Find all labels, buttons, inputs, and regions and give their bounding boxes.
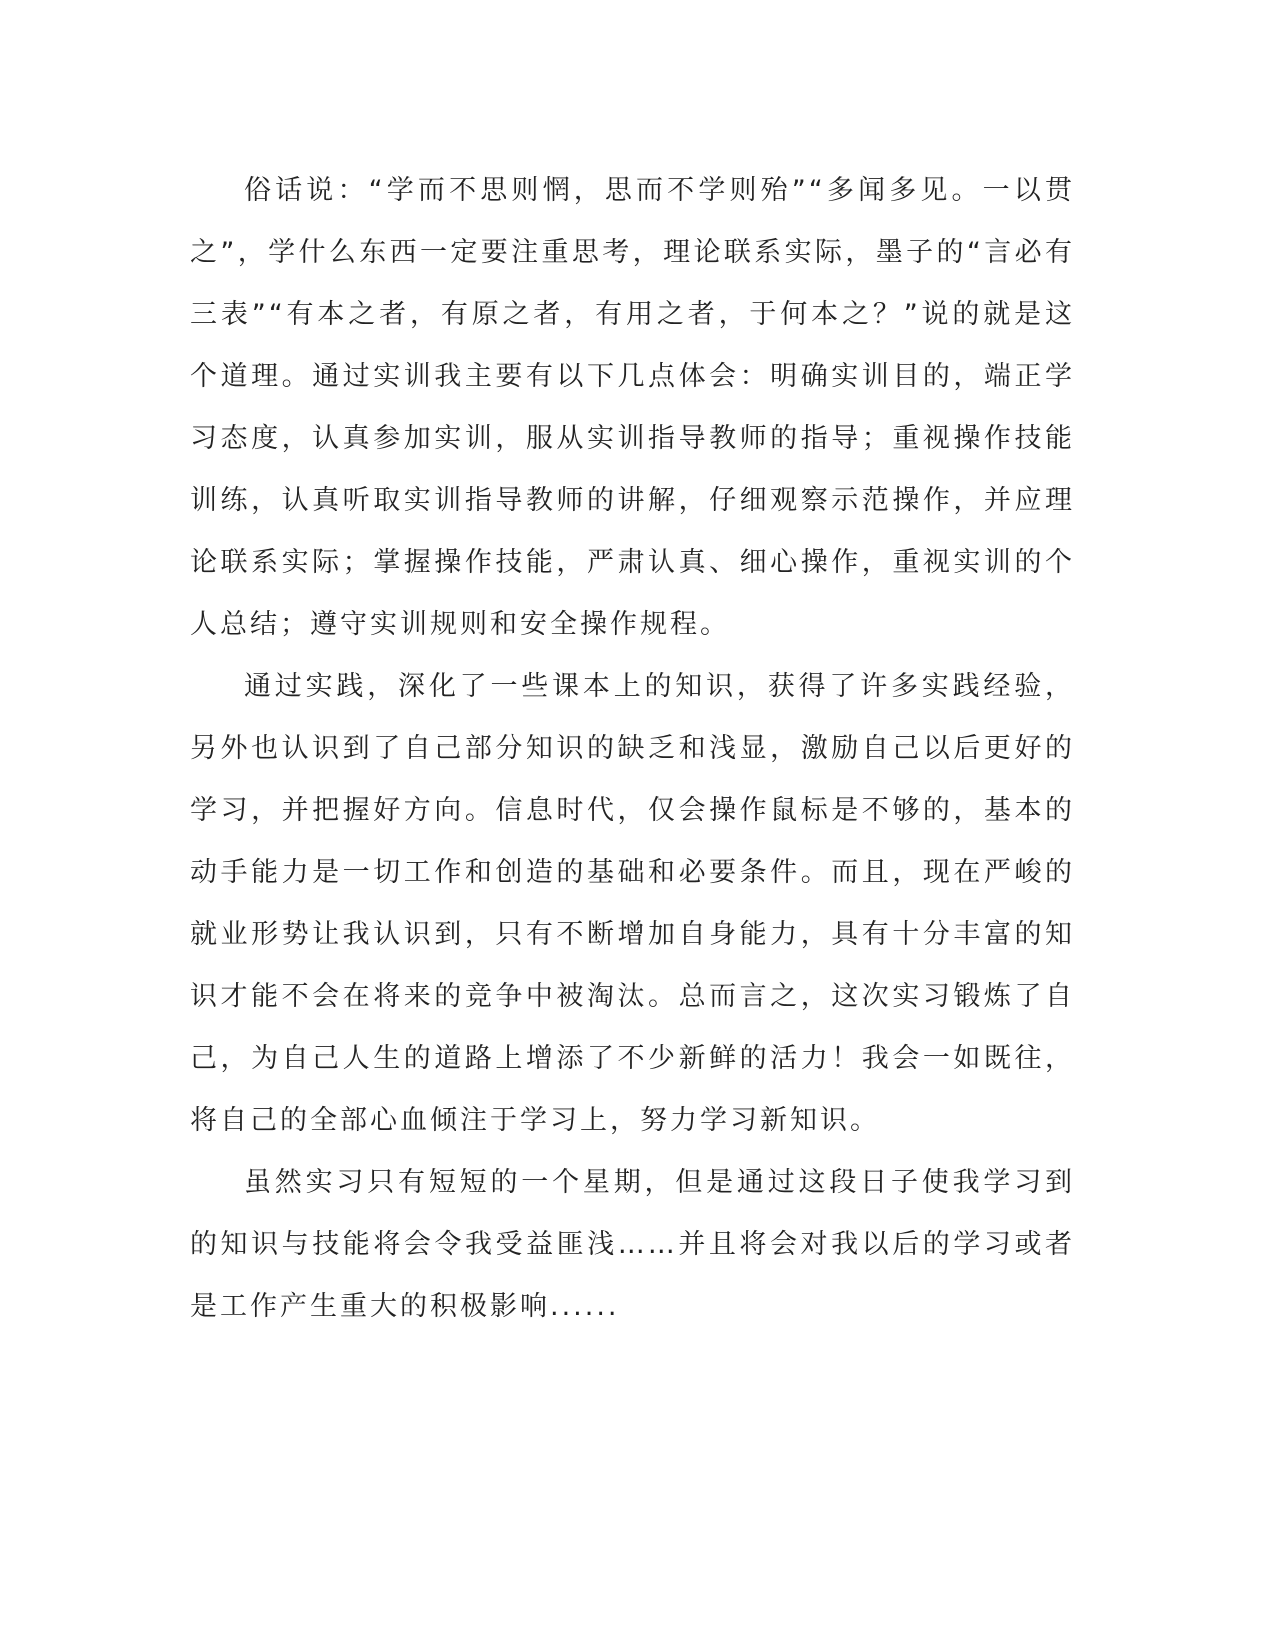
paragraph-3: 虽然实习只有短短的一个星期，但是通过这段日子使我学习到的知识与技能将会令我受益匪浅……并且将会对我以后的学习或者是工作产生重大的积极影响......: [190, 1167, 1075, 1322]
document-body: [190, 160, 1075, 1338]
paragraph-1: 俗话说：“学而不思则惘，思而不学则殆”“多闻多见。一以贯之”，学什么东西一定要注重思考，理论联系实际，墨子的“言必有三表”“有本之者，有原之者，有用之者，于何本之？”说的就是这个道理。通过实训我主要有以下几点体会：明确实训目的，端正学习态度，认真参加实训，服从实训指导教师的指导；重视操作技能训练，认真听取实训指导教师的讲解，仔细观察示范操作，并应理论联系实际；掌握操作技能，严肃认真、细心操作，重视实训的个人总结；遵守实训规则和安全操作规程。: [190, 175, 1075, 640]
paragraph-2: 通过实践，深化了一些课本上的知识，获得了许多实践经验，另外也认识到了自己部分知识的缺乏和浅显，激励自己以后更好的学习，并把握好方向。信息时代，仅会操作鼠标是不够的，基本的动手能力是一切工作和创造的基础和必要条件。而且，现在严峻的就业形势让我认识到，只有不断增加自身能力，具有十分丰富的知识才能不会在将来的竞争中被淘汰。总而言之，这次实习锻炼了自己，为自己人生的道路上增添了不少新鲜的活力！我会一如既往，将自己的全部心血倾注于学习上，努力学习新知识。: [190, 671, 1075, 1136]
